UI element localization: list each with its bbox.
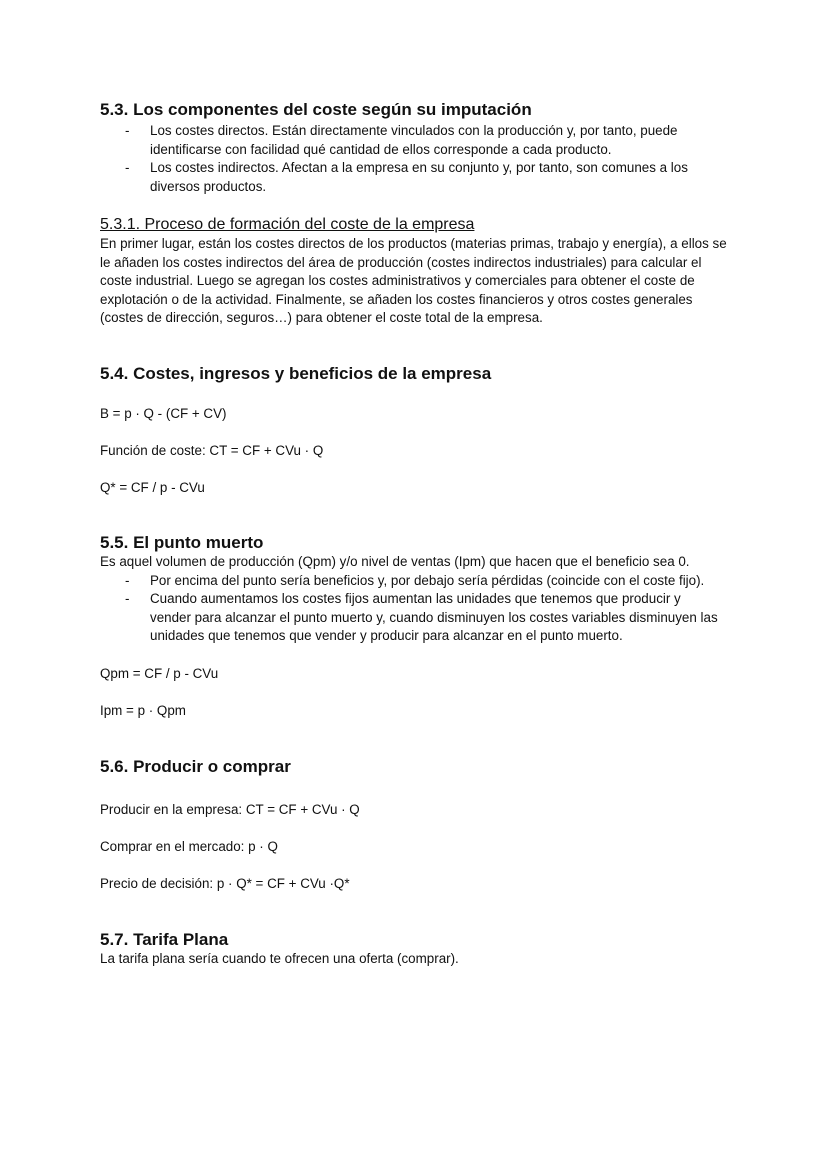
profit-formula: B = p · Q - (CF + CV) (100, 406, 227, 421)
q-star-formula: Q* = CF / p - CVu (100, 480, 205, 495)
cost-function-formula: Función de coste: CT = CF + CVu · Q (100, 443, 324, 458)
section-5-7-paragraph: La tarifa plana sería cuando te ofrecen una oferta (comprar). (100, 951, 459, 966)
section-5-3 (100, 100, 740, 196)
dash-bullet: - (125, 572, 130, 588)
section-5-3-1 (100, 215, 732, 328)
list-item (100, 122, 740, 159)
section-5-4-heading: 5.4. Costes, ingresos y beneficios de la empresa (100, 364, 492, 383)
dash-bullet: - (125, 591, 130, 607)
section-5-6-heading: 5.6. Producir o comprar (100, 757, 291, 776)
section-5-5-heading: 5.5. El punto muerto (100, 533, 264, 552)
section-5-5-intro: Es aquel volumen de producción (Qpm) y/o nivel de ventas (Ipm) que hacen que el beneficio sea 0. (100, 554, 690, 569)
list-item (100, 572, 736, 591)
list-item (100, 159, 740, 196)
produce-formula: Producir en la empresa: CT = CF + CVu · Q (100, 802, 360, 817)
dash-bullet: - (125, 123, 130, 138)
section-5-7-heading: 5.7. Tarifa Plana (100, 930, 229, 949)
list-item-text: Los costes indirectos. Afectan a la empresa en su conjunto y, por tanto, son comunes a los diversos productos. (150, 160, 688, 194)
list-item-text: Cuando aumentamos los costes fijos aumentan las unidades que tenemos que producir y vender para alcanzar el punto muerto y, cuando disminuyen los costes variables disminuyen las unidades que tenemos que vender y producir para alcanzar en el punto muerto. (150, 591, 718, 644)
section-5-3-list (100, 122, 740, 196)
dash-bullet: - (125, 160, 130, 176)
section-5-3-1-heading: 5.3.1. Proceso de formación del coste de la empresa (100, 216, 475, 233)
decision-price-formula: Precio de decisión: p · Q* = CF + CVu ·Q* (100, 876, 350, 891)
section-5-5-list (100, 572, 736, 646)
list-item-text: Los costes directos. Están directamente vinculados con la producción y, por tanto, puede identificarse con facilidad qué cantidad de ellos corresponde a cada producto. (150, 123, 678, 157)
section-5-7 (100, 930, 740, 969)
section-5-3-1-paragraph: En primer lugar, están los costes directos de los productos (materias primas, trabajo y energía), a ellos se le añaden los costes indirectos del área de producción (costes indirectos industriales) para calcular el coste industrial. Luego se agregan los costes administrativos y comerciales para obtener el coste de explotación o de la actividad. Finalmente, se añaden los costes financieros y otros costes generales (costes de dirección, seguros…) para obtener el coste total de la empresa. (100, 236, 727, 326)
ipm-formula: Ipm = p · Qpm (100, 703, 186, 718)
section-5-5 (100, 533, 736, 646)
buy-formula: Comprar en el mercado: p · Q (100, 839, 278, 854)
list-item (100, 590, 736, 646)
section-5-3-heading: 5.3. Los componentes del coste según su imputación (100, 100, 532, 119)
list-item-text: Por encima del punto sería beneficios y, por debajo sería pérdidas (coincide con el coste fijo). (150, 572, 705, 588)
section-5-6 (100, 757, 740, 777)
qpm-formula: Qpm = CF / p - CVu (100, 666, 219, 681)
section-5-4 (100, 364, 740, 384)
